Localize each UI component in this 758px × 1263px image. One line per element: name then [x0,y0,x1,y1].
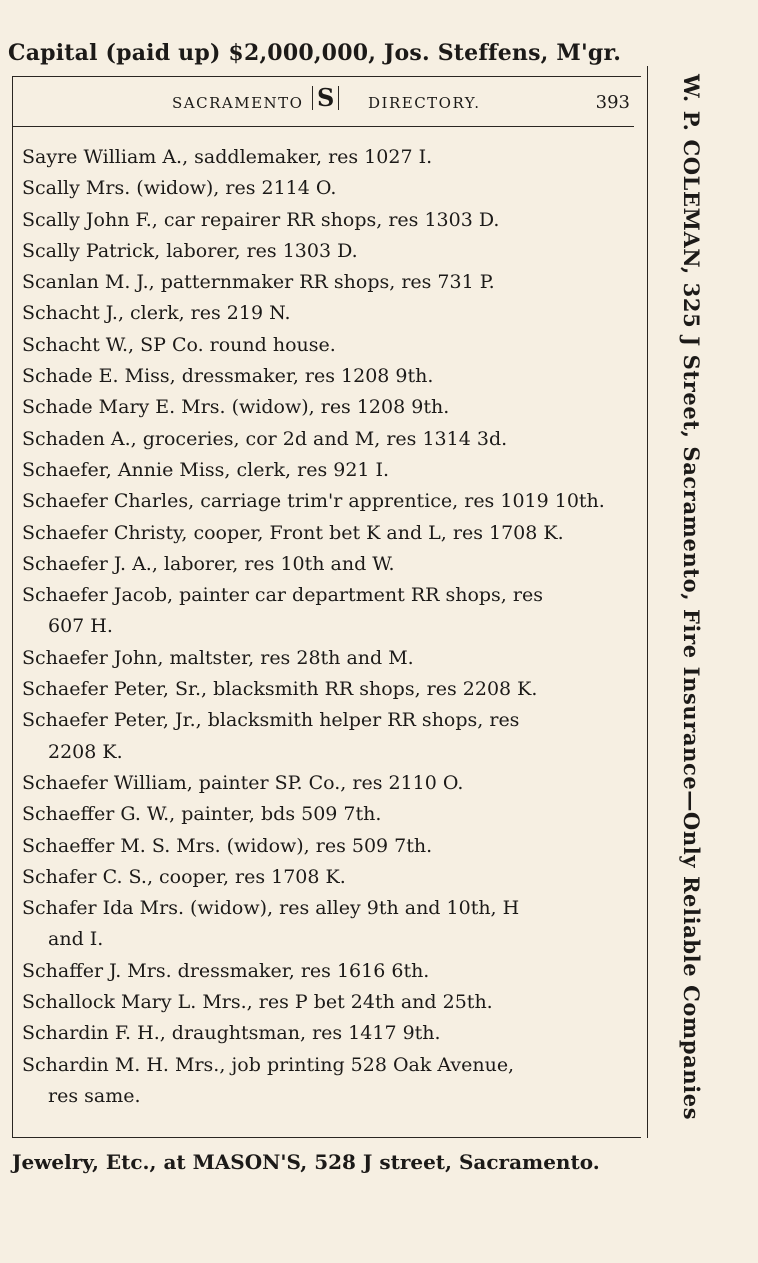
directory-entry: Scally John F., car repairer RR shops, res 1303 D. [22,208,500,231]
running-head [12,83,640,118]
directory-entry: Schacht W., SP Co. round house. [22,333,336,356]
directory-entry: Schade E. Miss, dressmaker, res 1208 9th. [22,365,434,388]
directory-entry: Schaeffer M. S. Mrs. (widow), res 509 7th. [22,834,433,857]
directory-entry-continuation: and I. [48,928,104,951]
side-advertisement-banner: W. P. COLEMAN, 325 J Street, Sacramento, Fire Insurance—Only Reliable Companies [679,74,704,1121]
directory-entry: Schaffer J. Mrs. dressmaker, res 1616 6th. [22,959,430,982]
directory-entry: Schaeffer G. W., painter, bds 509 7th. [22,803,382,826]
directory-entry: Scally Mrs. (widow), res 2114 O. [22,177,337,200]
directory-entry: Schaefer Peter, Jr., blacksmith helper RR shops, res [22,709,520,732]
directory-entry: Sayre William A., saddlemaker, res 1027 I. [22,146,433,168]
directory-entry: Schafer Ida Mrs. (widow), res alley 9th and 10th, H [22,897,520,920]
directory-entries [22,142,634,1112]
directory-entry: Schaefer Jacob, painter car department RR shops, res [22,584,543,607]
directory-entry: Schafer C. S., cooper, res 1708 K. [22,865,346,888]
top-advertisement-banner: Capital (paid up) $2,000,000, Jos. Steffens, M'gr. [8,40,622,66]
directory-entry: Schacht J., clerk, res 219 N. [22,302,291,325]
directory-entry: Schaefer William, painter SP. Co., res 2110 O. [22,771,464,794]
bottom-advertisement-banner: Jewelry, Etc., at MASON'S, 528 J street, Sacramento. [12,1150,600,1174]
header-rule [12,126,634,127]
running-head-title: DIRECTORY. [368,94,481,112]
directory-entry: Schallock Mary L. Mrs., res P bet 24th and 25th. [22,991,493,1014]
directory-entry-continuation: 2208 K. [48,740,123,763]
directory-entry: Schaefer Peter, Sr., blacksmith RR shops, res 2208 K. [22,678,538,701]
directory-entry: Schaefer Christy, cooper, Front bet K and L, res 1708 K. [22,521,564,544]
directory-entry: Schardin M. H. Mrs., job printing 528 Oak Avenue, [22,1053,515,1076]
page-number: 393 [595,92,630,113]
directory-entry-continuation: 607 H. [48,615,113,638]
directory-entry-continuation: res same. [48,1084,141,1107]
running-head-city: SACRAMENTO [172,94,304,112]
directory-entry: Schaefer John, maltster, res 28th and M. [22,646,414,669]
directory-entry: Schaefer Charles, carriage trim'r apprentice, res 1019 10th. [22,490,605,513]
running-head-letter: S [312,86,339,110]
directory-entry: Schaefer, Annie Miss, clerk, res 921 I. [22,458,390,481]
right-border-rule [647,66,648,1138]
directory-entry: Schaden A., groceries, cor 2d and M, res 1314 3d. [22,427,508,450]
directory-entry: Schaefer J. A., laborer, res 10th and W. [22,552,395,575]
directory-entry: Schade Mary E. Mrs. (widow), res 1208 9th. [22,396,450,419]
directory-entry: Scanlan M. J., patternmaker RR shops, res 731 P. [22,271,495,294]
directory-entry: Schardin F. H., draughtsman, res 1417 9th. [22,1022,441,1045]
directory-entry: Scally Patrick, laborer, res 1303 D. [22,239,358,262]
